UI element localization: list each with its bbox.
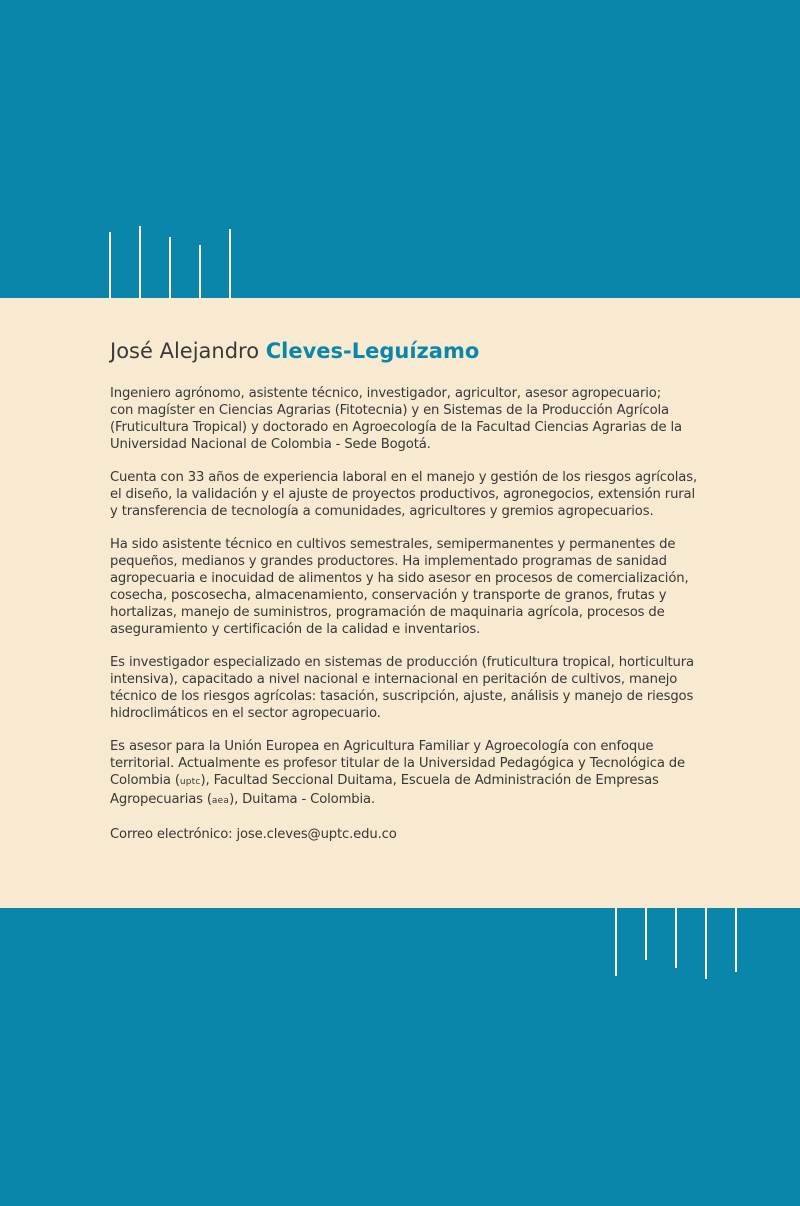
decorative-line [615,908,617,976]
decorative-line [139,226,141,298]
bio-line [110,791,710,810]
bio-paragraph-1 [110,385,710,453]
bio-paragraph-5 [110,738,710,810]
email-address: jose.cleves@uptc.edu.co [236,827,397,842]
bottom-color-band [0,908,800,1206]
bio-line: técnico de los riesgos agrícolas: tasación, suscripción, ajuste, análisis y manejo de riesgos [110,689,694,704]
bio-paragraph-2 [110,469,710,520]
bio-paragraph-3 [110,536,710,638]
bio-text: Agropecuarias ( [110,792,212,807]
bio-line: Universidad Nacional de Colombia - Sede Bogotá. [110,437,431,452]
decorative-line [169,237,171,298]
bio-line: Es asesor para la Unión Europea en Agricultura Familiar y Agroecología con enfoque [110,739,654,754]
bio-text: Colombia ( [110,773,180,788]
bio-line: aseguramiento y certificación de la calidad e inventarios. [110,622,481,637]
author-surname: Cleves-Leguízamo [265,339,480,363]
decorative-line [705,908,707,979]
bio-line: intensiva), capacitado a nivel nacional e internacional en peritación de cultivos, manejo [110,672,678,687]
bio-line: cosecha, poscosecha, almacenamiento, conservación y transporte de granos, frutas y [110,588,667,603]
biography-content [110,339,710,859]
bio-line: agropecuaria e inocuidad de alimentos y ha sido asesor en procesos de comercialización, [110,571,689,586]
decorative-line [199,245,201,298]
decorative-line [675,908,677,968]
bio-paragraph-4 [110,654,710,722]
bio-line: el diseño, la validación y el ajuste de proyectos productivos, agronegocios, extensión rural [110,487,696,502]
bio-line: Es investigador especializado en sistemas de producción (fruticultura tropical, horticultura [110,655,694,670]
top-color-band [0,0,800,298]
decorative-line [109,232,111,298]
bio-line: pequeños, medianos y grandes productores. Ha implementado programas de sanidad [110,554,667,569]
decorative-line [645,908,647,960]
email-label: Correo electrónico: [110,827,237,842]
bio-line: Ingeniero agrónomo, asistente técnico, investigador, agricultor, asesor agropecuario; [110,386,661,401]
email-line [110,826,710,843]
decorative-line [229,229,231,298]
bio-line: con magíster en Ciencias Agrarias (Fitotecnia) y en Sistemas de la Producción Agrícola [110,403,669,418]
decorative-line [735,908,737,972]
bio-line: Cuenta con 33 años de experiencia laboral en el manejo y gestión de los riesgos agrícolas, [110,470,697,485]
bio-line [110,772,710,791]
bio-line: Ha sido asistente técnico en cultivos semestrales, semipermanentes y permanentes de [110,537,676,552]
bio-line: territorial. Actualmente es profesor titular de la Universidad Pedagógica y Tecnológica de [110,756,685,771]
bio-text: ), Facultad Seccional Duitama, Escuela de Administración de Empresas [200,773,659,788]
bio-line: hidroclimáticos en el sector agropecuario. [110,706,381,721]
bio-line: (Fruticultura Tropical) y doctorado en Agroecología de la Facultad Ciencias Agrarias de la [110,420,682,435]
bio-text: ), Duitama - Colombia. [229,792,375,807]
bio-line: y transferencia de tecnología a comunidades, agricultores y gremios agropecuarios. [110,504,654,519]
abbreviation-uptc: uptc [179,777,201,787]
author-name [110,339,710,363]
bio-line: hortalizas, manejo de suministros, programación de maquinaria agrícola, procesos de [110,605,665,620]
abbreviation-aea: aea [211,796,230,806]
author-first-names: José Alejandro [110,339,266,363]
